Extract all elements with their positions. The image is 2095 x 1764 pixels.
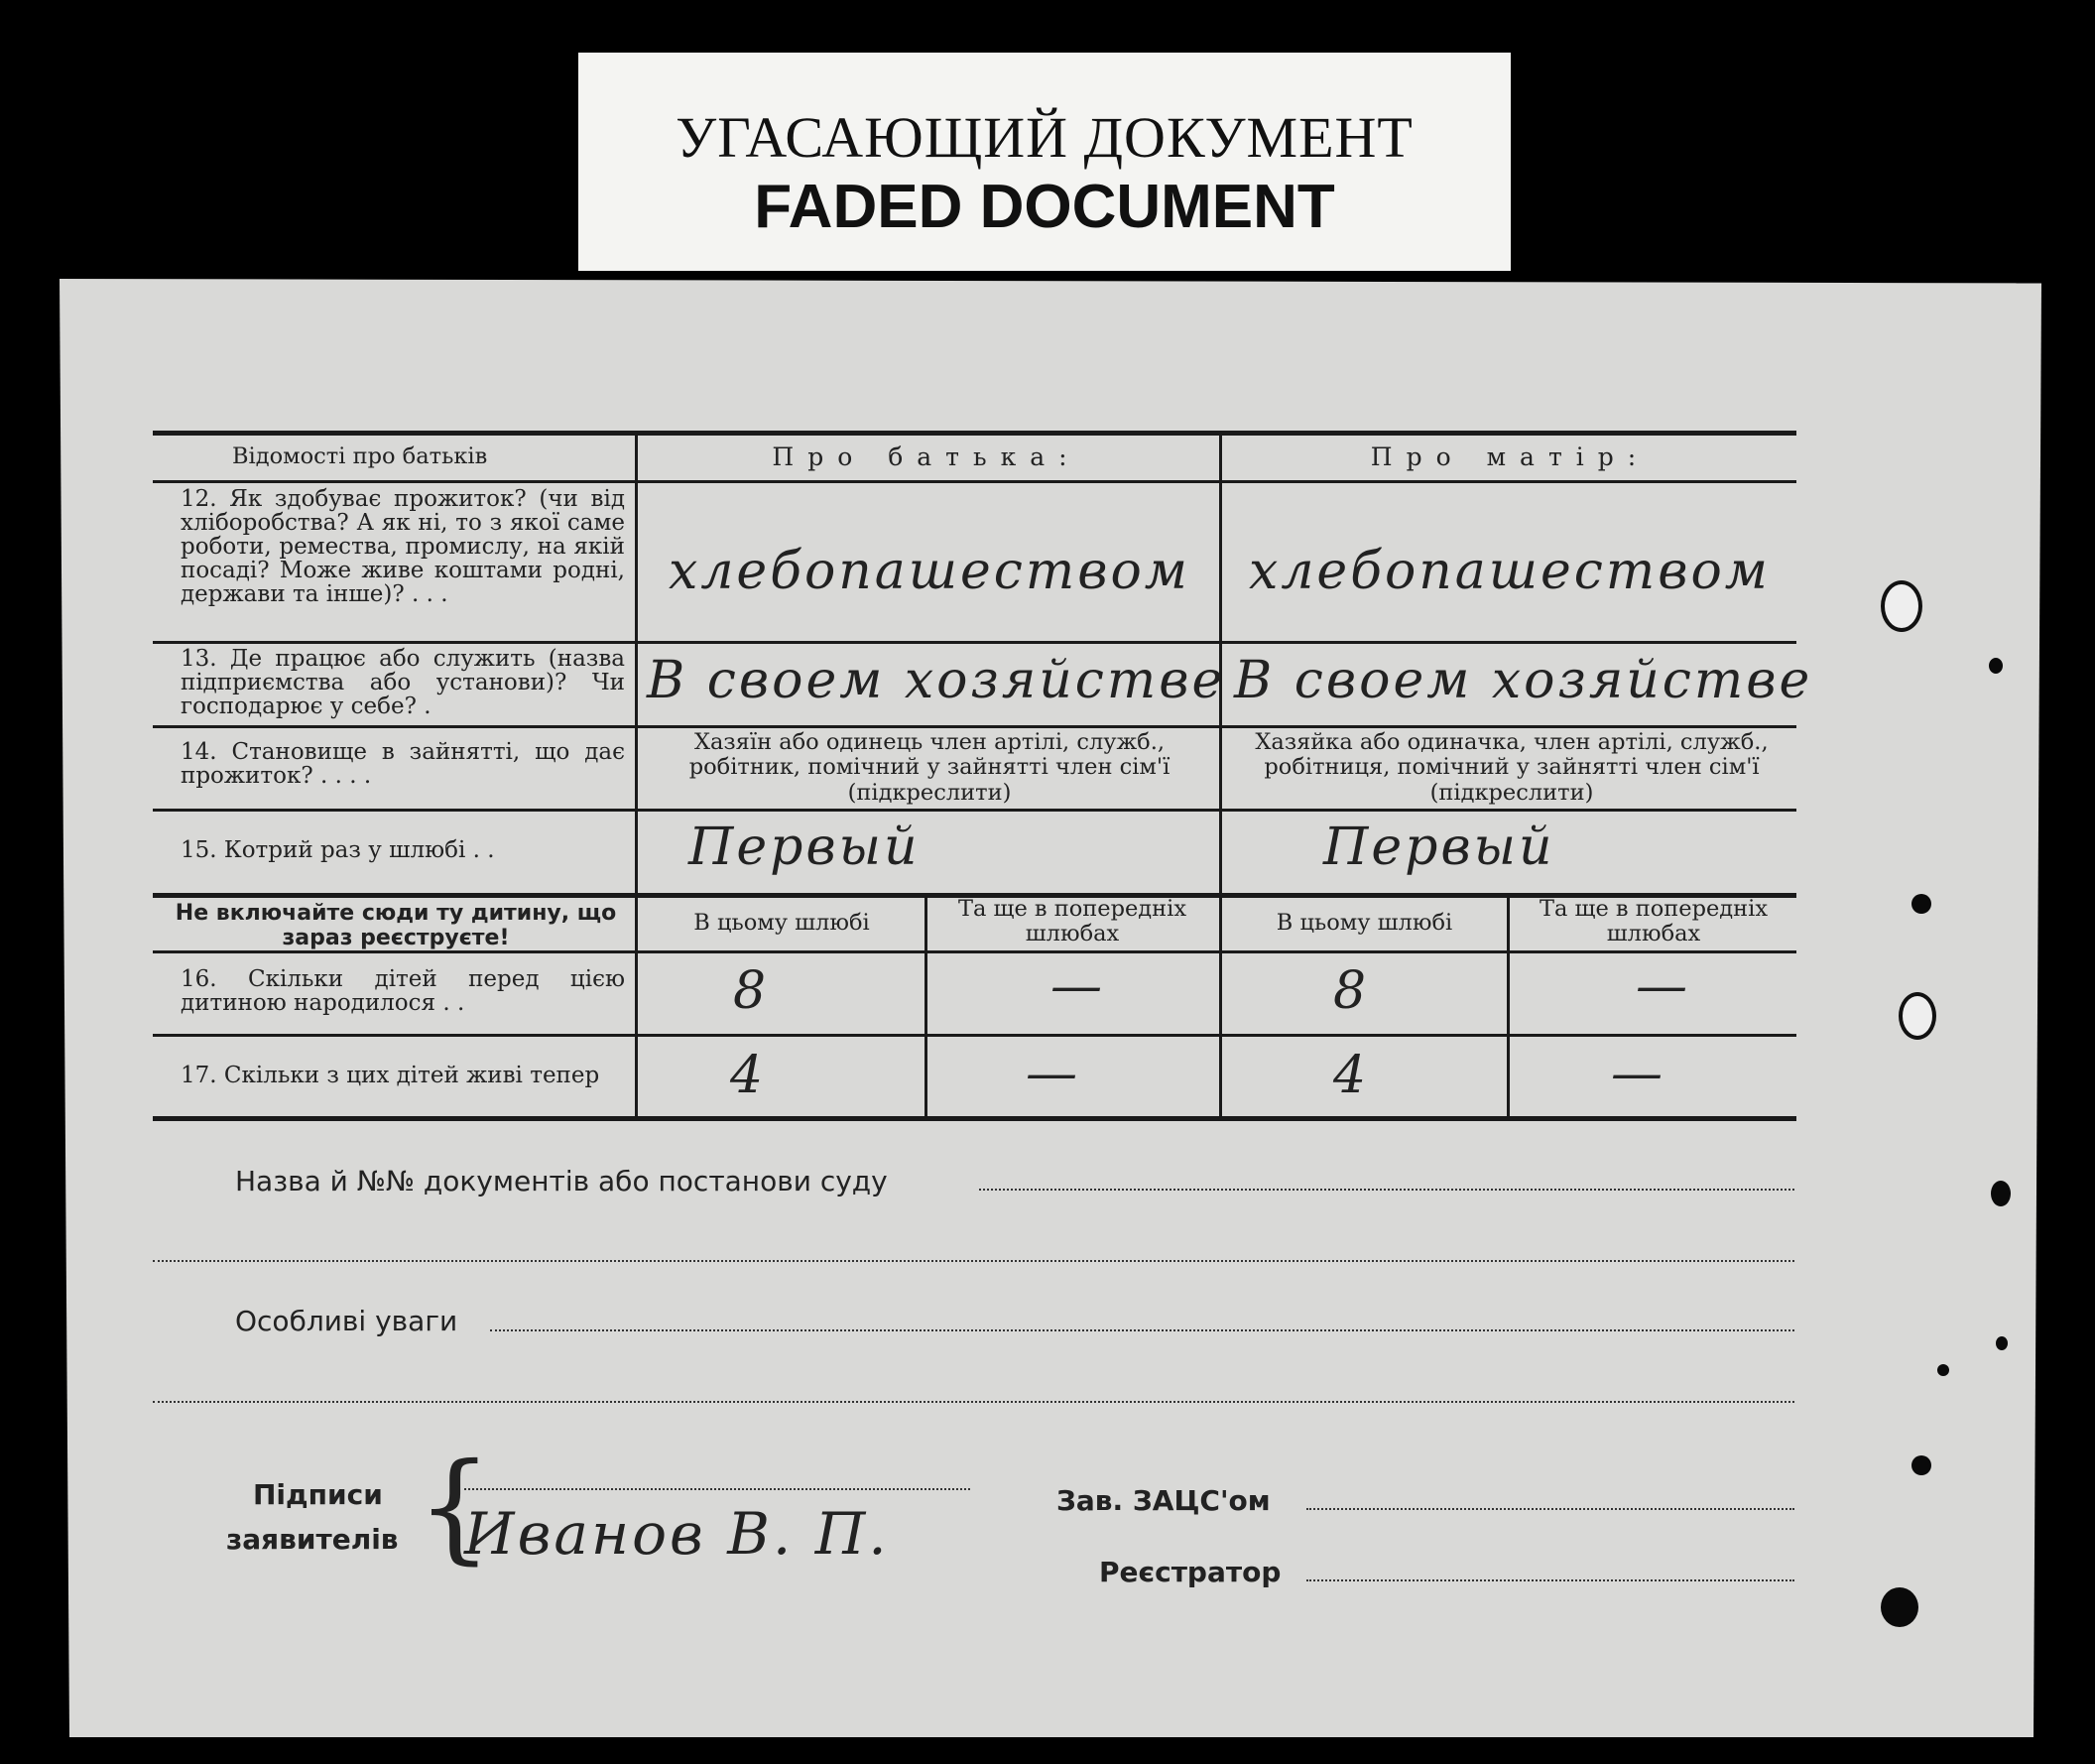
children-exclusion-note: Не включайте сюди ту дитину, що зараз реєструєте! xyxy=(175,901,617,950)
answer-16-father-prev: — xyxy=(1050,956,1105,1016)
question-12: 12. Як здобуває прожиток? (чи від хліборобства? А як ні, то з якої саме роботи, ремества, промислу, на якій посаді? Може живе коштами родні, держави та інше)? . . . xyxy=(181,486,625,607)
punch-mark xyxy=(1991,1181,2011,1206)
punch-mark xyxy=(1989,658,2003,674)
punch-mark xyxy=(1881,1587,1918,1627)
answer-17-father-this: 4 xyxy=(730,1046,767,1105)
question-15: 15. Котрий раз у шлюбі . . xyxy=(181,837,495,863)
punch-mark xyxy=(1937,1364,1949,1376)
label-russian: УГАСАЮЩИЙ ДОКУМЕНТ xyxy=(676,105,1414,170)
signatures-label-1: Підписи xyxy=(253,1478,383,1511)
remarks-line xyxy=(490,1329,1794,1331)
answer-13-mother: В своем хозяйстве xyxy=(1234,651,1813,710)
answer-13-father: В своем хозяйстве xyxy=(647,651,1226,710)
father-previous-header: Та ще в попередніх шлюбах xyxy=(957,896,1187,946)
answer-12-mother: хлебопашеством xyxy=(1249,542,1771,601)
punch-mark xyxy=(1996,1336,2008,1350)
col-header-father: Про батька: xyxy=(772,442,1081,471)
answer-16-mother-prev: — xyxy=(1636,956,1690,1016)
answer-15-father: Первый xyxy=(688,818,921,877)
answer-17-mother-prev: — xyxy=(1611,1044,1665,1103)
remarks-line-2 xyxy=(153,1401,1794,1403)
applicant-signature: Иванов В. П. xyxy=(464,1500,890,1568)
parents-info-table xyxy=(153,431,1813,1121)
signatures-label-2: заявителів xyxy=(226,1523,399,1556)
answer-15-mother: Первый xyxy=(1323,818,1555,877)
binder-hole xyxy=(1881,580,1922,632)
registrar-line xyxy=(1306,1579,1794,1581)
documents-label: Назва й №№ документів або постанови суду xyxy=(235,1165,888,1197)
mother-previous-header: Та ще в попередніх шлюбах xyxy=(1539,896,1769,946)
question-13: 13. Де працює або служить (назва підприємства або установи)? Чи господарює у себе? . xyxy=(181,646,625,719)
question-16: 16. Скільки дітей перед цією дитиною народилося . . xyxy=(181,966,625,1016)
mother-this-marriage-header: В цьому шлюбі xyxy=(1276,910,1453,936)
col-header-mother: Про матір: xyxy=(1370,442,1651,471)
options-14-mother: Хазяйка або одиначка, член артілі, служб., робітниця, помічний у зайнятті член сім'ї xyxy=(1255,729,1769,780)
signatures-brace: { xyxy=(417,1439,493,1576)
question-17: 17. Скільки з цих дітей живі тепер xyxy=(181,1063,600,1088)
signature-line xyxy=(464,1488,970,1490)
answer-16-father-this: 8 xyxy=(733,961,770,1021)
label-english: FADED DOCUMENT xyxy=(754,173,1335,241)
options-14-father: Хазяїн або одинець член артілі, служб., робітник, помічний у зайнятті член сім'ї xyxy=(688,729,1171,780)
answer-17-mother-this: 4 xyxy=(1333,1046,1370,1105)
answer-12-father: хлебопашеством xyxy=(669,542,1190,601)
underline-note-mother: (підкреслити) xyxy=(1429,780,1594,806)
registrar-label: Реєстратор xyxy=(1099,1556,1282,1588)
question-14: 14. Становище в зайнятті, що дає прожиток? . . . . xyxy=(181,739,625,789)
faded-document-label xyxy=(578,53,1511,271)
punch-mark xyxy=(1911,1455,1931,1475)
underline-note-father: (підкреслити) xyxy=(847,780,1012,806)
answer-16-mother-this: 8 xyxy=(1333,961,1370,1021)
zags-head-label: Зав. ЗАЦС'ом xyxy=(1056,1484,1271,1517)
binder-hole xyxy=(1899,992,1936,1040)
remarks-label: Особливі уваги xyxy=(235,1305,458,1337)
father-this-marriage-header: В цьому шлюбі xyxy=(693,910,870,936)
documents-line-2 xyxy=(153,1260,1794,1262)
punch-mark xyxy=(1911,894,1931,914)
col-header-parents: Відомості про батьків xyxy=(232,443,488,469)
zags-head-line xyxy=(1306,1508,1794,1510)
answer-17-father-prev: — xyxy=(1026,1044,1080,1103)
documents-line xyxy=(979,1189,1794,1191)
